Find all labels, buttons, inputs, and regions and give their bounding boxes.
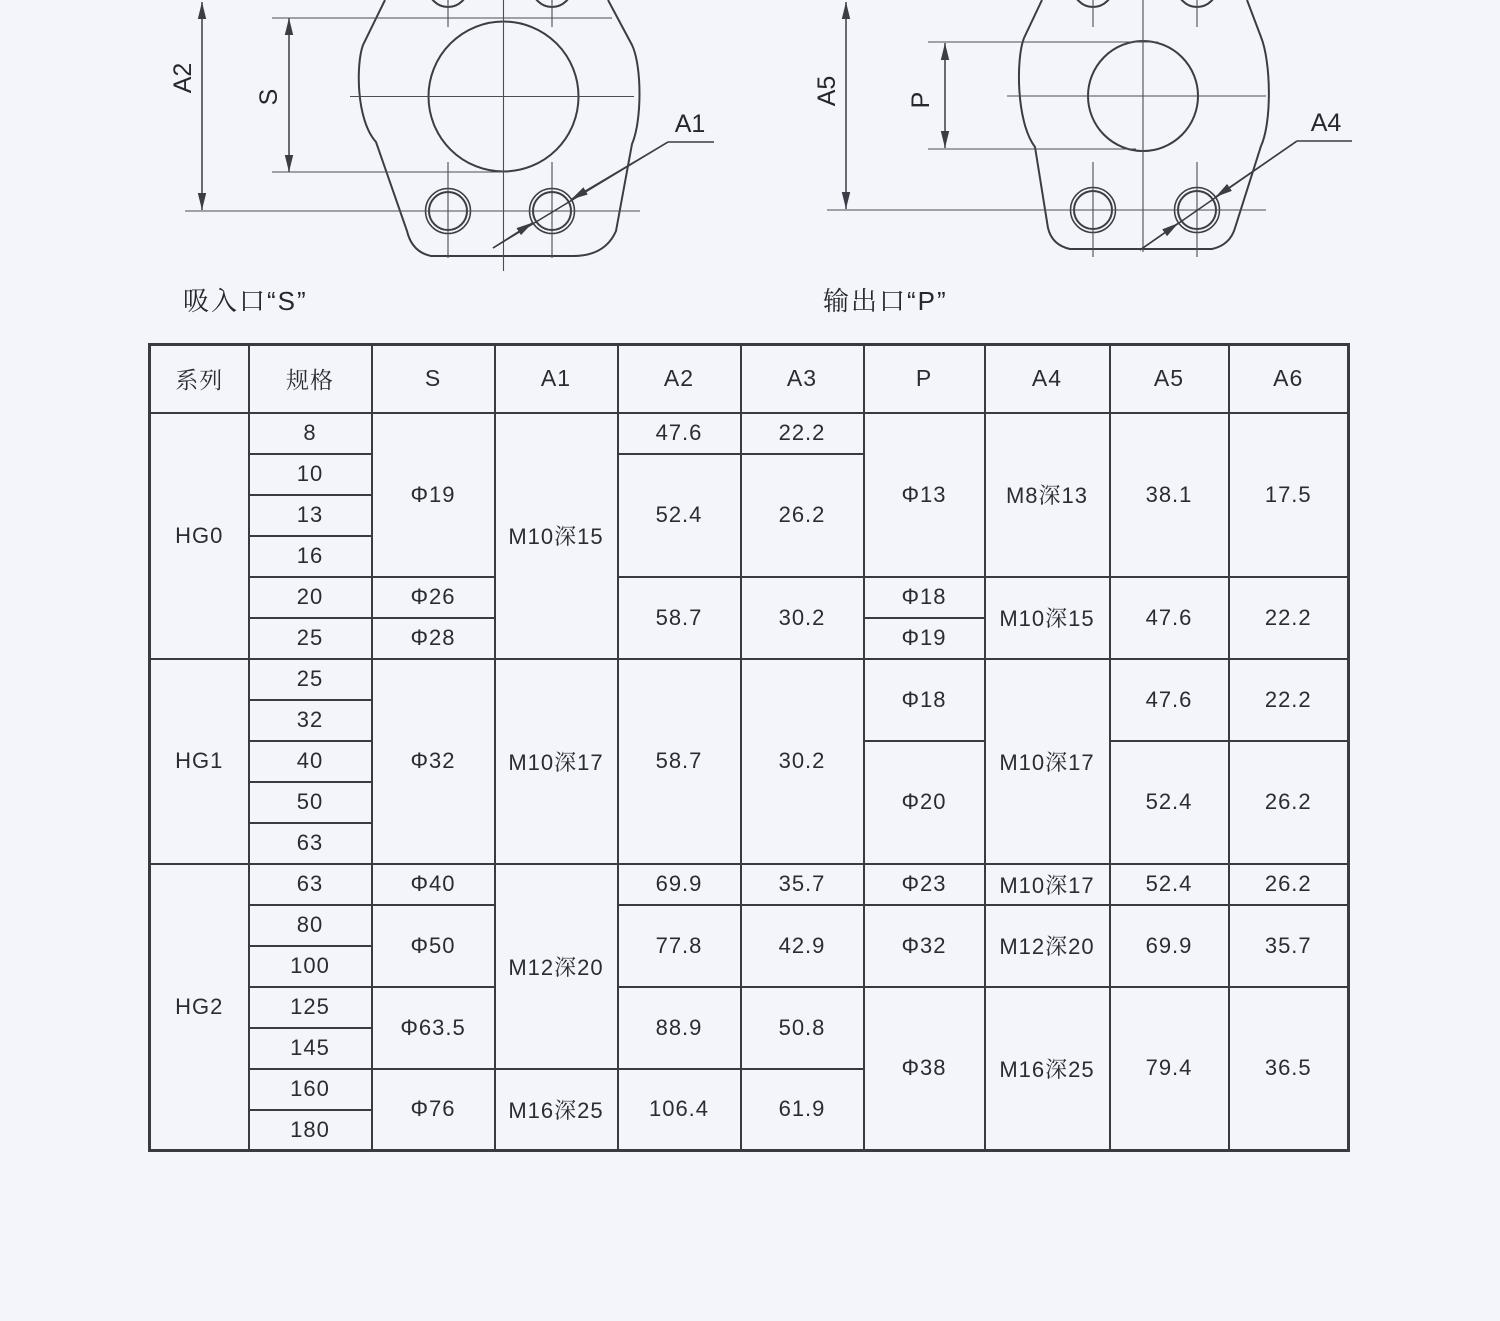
table-cell: 36.5 (1229, 987, 1349, 1151)
suction-port-caption: 吸入口“S” (183, 286, 308, 316)
column-header-a4: A4 (985, 345, 1110, 413)
table-cell: Φ18 (864, 659, 985, 741)
column-header-a3: A3 (741, 345, 864, 413)
table-cell: Φ76 (372, 1069, 495, 1151)
spec-cell: 63 (249, 864, 372, 905)
table-cell: Φ19 (864, 618, 985, 659)
table-cell: 47.6 (1110, 577, 1229, 659)
column-header-series: 系列 (150, 345, 249, 413)
series-cell: HG1 (150, 659, 249, 864)
table-cell: Φ32 (864, 905, 985, 987)
table-cell: Φ28 (372, 618, 495, 659)
table-cell: 58.7 (618, 659, 741, 864)
table-cell: M10深17 (985, 659, 1110, 864)
spec-cell: 10 (249, 454, 372, 495)
spec-cell: 63 (249, 823, 372, 864)
flange-outline (359, 0, 640, 256)
table-cell: 52.4 (1110, 741, 1229, 864)
a2-dimension-label: A2 (169, 62, 197, 94)
table-cell: Φ26 (372, 577, 495, 618)
output-port-drawing (780, 0, 1400, 320)
table-cell: 26.2 (1229, 741, 1349, 864)
table-cell: 77.8 (618, 905, 741, 987)
table-cell: M8深13 (985, 413, 1110, 577)
column-header-s: S (372, 345, 495, 413)
table-cell: Φ32 (372, 659, 495, 864)
dimension-table (148, 343, 1350, 1152)
output-port-caption: 输出口“P” (823, 286, 948, 316)
table-cell: Φ63.5 (372, 987, 495, 1069)
column-header-spec: 规格 (249, 345, 372, 413)
spec-cell: 32 (249, 700, 372, 741)
s-dimension-label: S (255, 88, 283, 106)
series-cell: HG0 (150, 413, 249, 659)
spec-cell: 145 (249, 1028, 372, 1069)
table-cell: M10深17 (495, 659, 618, 864)
table-cell: Φ20 (864, 741, 985, 864)
table-cell: 69.9 (618, 864, 741, 905)
table-cell: 30.2 (741, 659, 864, 864)
table-row (150, 413, 1349, 454)
table-cell: 30.2 (741, 577, 864, 659)
table-cell: 88.9 (618, 987, 741, 1069)
p-dimension-label: P (907, 91, 935, 109)
table-cell: 106.4 (618, 1069, 741, 1151)
table-cell: 42.9 (741, 905, 864, 987)
table-cell: 22.2 (741, 413, 864, 454)
spec-cell: 125 (249, 987, 372, 1028)
column-header-a5: A5 (1110, 345, 1229, 413)
table-cell: 22.2 (1229, 659, 1349, 741)
table-cell: 79.4 (1110, 987, 1229, 1151)
table-cell: Φ13 (864, 413, 985, 577)
table-cell: 26.2 (741, 454, 864, 577)
spec-cell: 8 (249, 413, 372, 454)
table-cell: 38.1 (1110, 413, 1229, 577)
a1-hole-label: A1 (674, 110, 706, 138)
spec-cell: 16 (249, 536, 372, 577)
spec-cell: 180 (249, 1110, 372, 1151)
table-cell: 17.5 (1229, 413, 1349, 577)
table-row (150, 987, 1349, 1028)
spec-cell: 100 (249, 946, 372, 987)
table-cell: M10深15 (495, 413, 618, 659)
table-cell: Φ40 (372, 864, 495, 905)
a5-dimension-label: A5 (813, 75, 841, 107)
table-cell: M12深20 (985, 905, 1110, 987)
suction-port-drawing (140, 0, 760, 320)
series-cell: HG2 (150, 864, 249, 1151)
table-cell: Φ23 (864, 864, 985, 905)
table-row (150, 577, 1349, 618)
table-cell: 35.7 (1229, 905, 1349, 987)
table-cell: 61.9 (741, 1069, 864, 1151)
table-cell: M10深15 (985, 577, 1110, 659)
a1-arrow-segment (571, 142, 668, 200)
column-header-a1: A1 (495, 345, 618, 413)
table-cell: Φ50 (372, 905, 495, 987)
spec-cell: 13 (249, 495, 372, 536)
spec-cell: 25 (249, 659, 372, 700)
a4-arrow-segment (1216, 141, 1298, 197)
table-cell: 47.6 (1110, 659, 1229, 741)
spec-cell: 160 (249, 1069, 372, 1110)
table-cell: M16深25 (985, 987, 1110, 1151)
table-cell: 26.2 (1229, 864, 1349, 905)
table-cell: Φ38 (864, 987, 985, 1151)
table-cell: 47.6 (618, 413, 741, 454)
spec-cell: 40 (249, 741, 372, 782)
a4-hole-label: A4 (1310, 109, 1342, 137)
table-header-row (150, 345, 1349, 413)
column-header-a2: A2 (618, 345, 741, 413)
flange-outline (1019, 0, 1269, 249)
table-cell: M10深17 (985, 864, 1110, 905)
table-cell: 52.4 (618, 454, 741, 577)
a1-arrow-segment (493, 223, 533, 249)
spec-cell: 25 (249, 618, 372, 659)
table-cell: Φ19 (372, 413, 495, 577)
table-cell: M16深25 (495, 1069, 618, 1151)
column-header-p: P (864, 345, 985, 413)
spec-cell: 80 (249, 905, 372, 946)
table-cell: 52.4 (1110, 864, 1229, 905)
table-cell: 35.7 (741, 864, 864, 905)
table-cell: 58.7 (618, 577, 741, 659)
table-row (150, 905, 1349, 946)
table-cell: Φ18 (864, 577, 985, 618)
a4-arrow-segment (1140, 223, 1179, 250)
table-cell: 22.2 (1229, 577, 1349, 659)
table-row (150, 659, 1349, 700)
spec-cell: 50 (249, 782, 372, 823)
table-cell: 50.8 (741, 987, 864, 1069)
spec-cell: 20 (249, 577, 372, 618)
table-row (150, 864, 1349, 905)
column-header-a6: A6 (1229, 345, 1349, 413)
table-cell: M12深20 (495, 864, 618, 1069)
table-cell: 69.9 (1110, 905, 1229, 987)
